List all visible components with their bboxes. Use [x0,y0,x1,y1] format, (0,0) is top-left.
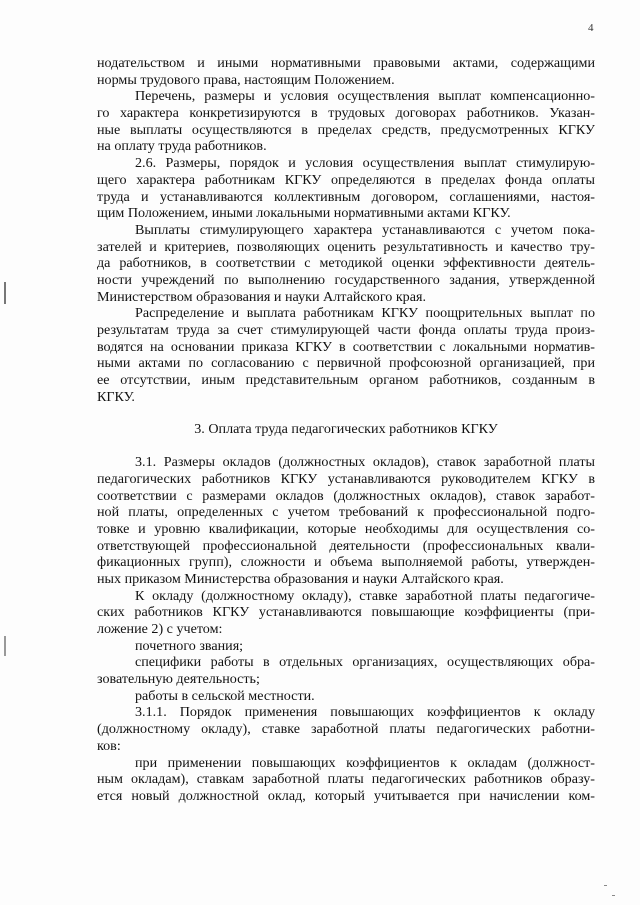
text-line: водятся на основании приказа КГКУ в соответствии с локальными норматив- [97,338,595,355]
text-line: ными актами по согласованию с первичной профсоюзной организацией, при [97,355,595,372]
paragraph [97,88,595,155]
text-line: Министерством образования и науки Алтайского края. [97,288,426,305]
text-line: ные выплаты осуществляются в пределах средств, предусмотренных КГКУ [97,121,595,138]
text-line: Распределение и выплата работникам КГКУ поощрительных выплат по [135,305,595,322]
text-line: товке и уровню квалификации, которые необходимы для осуществления со- [97,520,595,537]
text-line: (должностному окладу), ставке заработной платы педагогических работни- [97,721,595,738]
text-line: ности учреждений по выполнению государственного задания, утвержденной [97,271,595,288]
text-line: специфики работы в отдельных организациях, осуществляющих обра- [135,654,595,671]
scan-margin-mark [4,282,6,304]
text-line: нодательством и иными нормативными правовыми актами, содержащими [97,55,595,71]
text-line: соответствии с размерами окладов (должностных окладов), ставок заработ- [97,487,595,504]
page-number: 4 [588,22,594,34]
text-line: 3.1. Размеры окладов (должностных окладов), ставок заработной платы [135,454,595,471]
paragraph [97,305,595,405]
text-line: ложение 2) с учетом: [97,621,223,638]
spacer [97,405,595,421]
text-line: 3.1.1. Порядок применения повышающих коэффициентов к окладу [135,704,595,721]
text-line: К окладу (должностному окладу), ставке заработной платы педагогиче- [135,587,595,604]
text-line: педагогических работников КГКУ устанавливаются руководителем КГКУ в [97,470,595,487]
text-line: ется новый должностной оклад, который учитывается при начислении ком- [97,787,595,804]
text-line: ских работников КГКУ устанавливаются повышающие коэффициенты (при- [97,604,595,621]
text-line: ответствующей профессиональной деятельности (профессиональных квали- [97,537,595,554]
text-line: щим Положением, иными локальными нормативными актами КГКУ. [97,205,511,222]
text-line: го характера конкретизируются в трудовых договорах работников. Указан- [97,105,595,122]
text-line: ее отсутствии, иным представительным органом работников, созданным в [97,372,595,389]
spacer [97,438,595,454]
paragraph [97,704,595,754]
paragraph [97,222,595,305]
text-line: труда и устанавливаются коллективным договором, соглашениями, настоя- [97,188,595,205]
paragraph [97,55,595,88]
text-line: при применении повышающих коэффициентов к окладам (должност- [135,754,595,771]
paragraph [97,755,595,805]
paragraph [97,588,595,638]
text-line: почетного звания; [135,637,244,654]
text-line: работы в сельской местности. [135,687,315,704]
text-line: ным окладам), ставкам заработной платы педагогических работников образу- [97,771,595,788]
text-line: 2.6. Размеры, порядок и условия осуществления выплат стимулирую- [135,155,595,172]
scan-margin-mark [4,636,6,656]
text-line: зателей и критериев, позволяющих оценить результативность и качество тру- [97,238,595,255]
list-item [97,638,595,655]
scan-speck [612,895,615,896]
section-heading: 3. Оплата труда педагогических работников КГКУ [194,421,498,438]
text-line: Выплаты стимулирующего характера устанавливаются с учетом пока- [135,221,595,238]
scan-speck [604,885,607,886]
paragraph [97,454,595,588]
paragraph [97,155,595,222]
text-line: Перечень, размеры и условия осуществления выплат компенсационно- [135,88,595,105]
text-line: на оплату труда работников. [97,138,267,155]
text-line: фикационных групп), сложности и объема выполняемой работы, утвержден- [97,554,595,571]
list-item [97,688,595,705]
text-line: ной платы, определенных с учетом требований к профессиональной подго- [97,504,595,521]
list-item [97,654,595,687]
text-line: результатам труда за счет стимулирующей части фонда оплаты труда произ- [97,322,595,338]
text-line: ков: [97,737,121,754]
text-line: щего характера работникам КГКУ определяются в пределах фонда оплаты [97,171,595,188]
text-line: да работников, в соответствии с методикой оценки эффективности деятель- [97,255,595,272]
text-line: зовательную деятельность; [97,671,260,688]
text-line: ных приказом Министерства образования и науки Алтайского края. [97,570,504,587]
text-line: нормы трудового права, настоящим Положением. [97,71,395,88]
text-line: КГКУ. [97,388,135,405]
document-body [97,55,595,805]
